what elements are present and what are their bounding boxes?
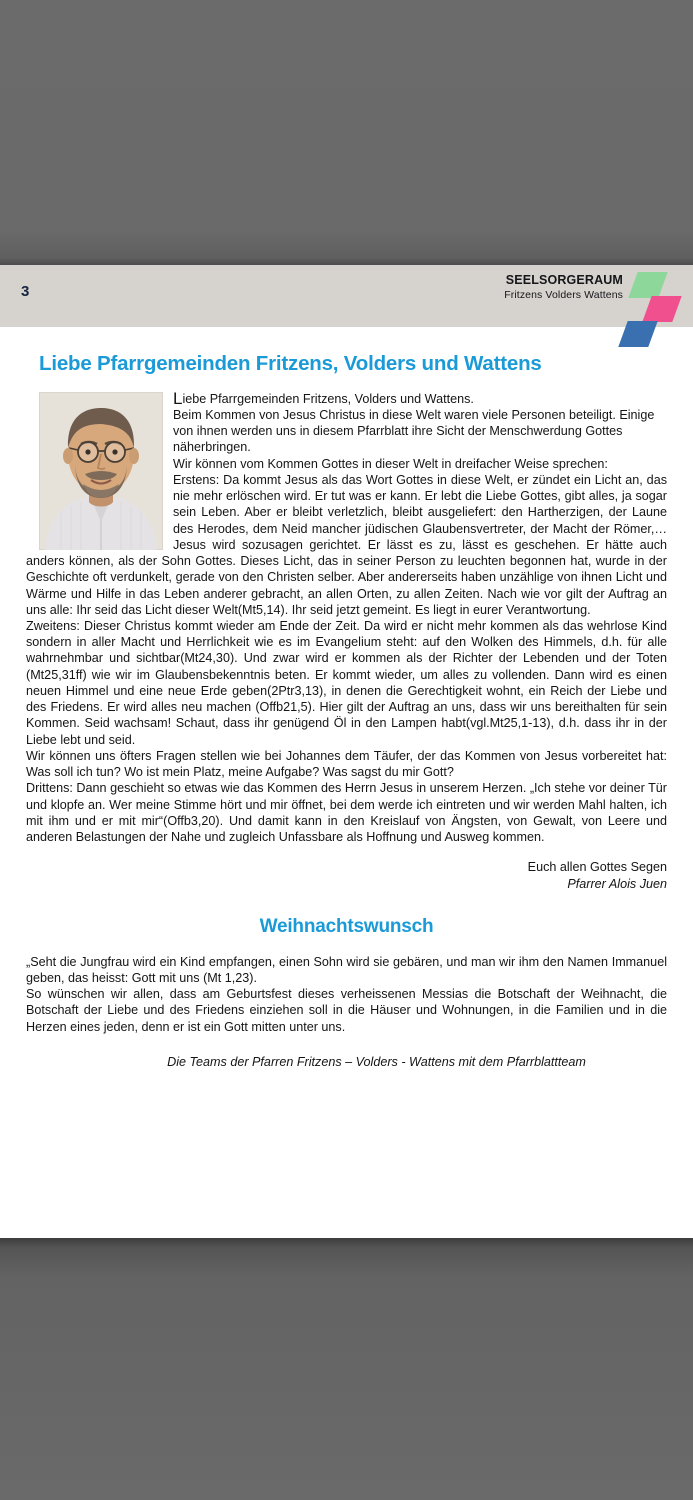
article-lead-line	[26, 390, 667, 407]
viewer-backdrop-lower	[0, 1238, 693, 1500]
article-paragraph: Wir können uns öfters Fragen stellen wie bei Johannes dem Täufer, der das Kommen von Jesus vorbereitet hat: Was soll ich tun? Wo ist mein Platz, meine Aufgabe? Was sagst du mir Gott?	[26, 748, 667, 780]
wish-signature: Die Teams der Pfarren Fritzens – Volders - Wattens mit dem Pfarrblattteam	[167, 1054, 586, 1069]
wish-paragraph: So wünschen wir allen, dass am Geburtsfest dieses verheissenen Messias die Botschaft der Weihnacht, die Botschaft der Liebe und des Friedens einziehen soll in die Häuser und Wohnungen, in die Familien und in die Herzen eines jeden, denn er ist ein Gott mitten unter uns.	[26, 987, 667, 1034]
signature-name: Pfarrer Alois Juen	[567, 876, 667, 891]
wish-body	[26, 954, 667, 1035]
intro-block	[26, 390, 667, 846]
page-header-band	[0, 265, 693, 327]
portrait-illustration-icon	[39, 392, 163, 550]
logo-parallelogram-blue-icon	[618, 321, 657, 347]
article-paragraph: Zweitens: Dieser Christus kommt wieder am Ende der Zeit. Da wird er nicht mehr kommen als das wehrlose Kind sondern in aller Macht und Herrlichkeit wie es im Evangelium steht: auf den Wolken des Himmels, d.h. für alle wahrnehmbar und sichtbar(Mt24,30). Und zwar wird er kommen als der Richter der Lebenden und der Toten (Mt25,31ff) wie wir im Glaubensbekenntnis beten. Er kommt wieder, um alles zu vollenden. Dann wird es einen neuen Himmel und eine neue Erde geben(2Ptr3,13), in denen die Gerechtigkeit wohnt, ein Reich der Liebe und des Friedens. Er wird alles neu machen (Offb21,5). Hier gilt der Auftrag an uns, dass wir uns bereithalten für sein Kommen. Seid wachsam! Schaut, dass ihr genügend Öl in den Lampen habt(vgl.Mt25,1-13), d.h. dass ihr in der Liebe lebt und seid.	[26, 619, 667, 747]
page-body	[0, 352, 693, 1069]
seelsorgeraum-logo	[506, 274, 681, 344]
document-page	[0, 265, 693, 1238]
drop-cap: L	[173, 389, 183, 408]
logo-parallelogram-pink-icon	[642, 296, 681, 322]
article-paragraph: Beim Kommen von Jesus Christus in diese Welt waren viele Personen beteiligt. Einige von ihnen werden uns in diesem Pfarrblatt ihre Sicht der Menschwerdung Gottes näherbringen.	[173, 407, 655, 455]
portrait-photo	[39, 392, 163, 550]
article-lead-rest: iebe Pfarrgemeinden Fritzens, Volders und Wattens.	[182, 391, 474, 406]
wish-paragraph: „Seht die Jungfrau wird ein Kind empfangen, einen Sohn wird sie gebären, und man wir ihm den Namen Immanuel geben, das heisst: Gott mit uns (Mt 1,23).	[26, 954, 667, 986]
article-paragraph: Wir können vom Kommen Gottes in dieser Welt in dreifacher Weise sprechen:	[173, 456, 608, 471]
logo-text	[504, 274, 623, 301]
logo-title: SEELSORGERAUM	[505, 273, 623, 287]
page-number: 3	[21, 283, 30, 300]
article-paragraph: Drittens: Dann geschieht so etwas wie das Kommen des Herrn Jesus in unserem Herzen. „Ich stehe vor deiner Tür und klopfe an. Wer meine Stimme hört und mir öffnet, bei dem werde ich eintreten und wir werden Mahl halten, ich mit ihm und er mit mir“(Offb3,20). Und damit kann in den Kreislauf von Ängsten, von Gewalt, von Leere und anderen Belastungen der Nahe und zugleich Unfassbare als Hoffnung und Ausweg kommen.	[26, 781, 667, 845]
logo-subtitle: Fritzens Volders Wattens	[504, 288, 623, 301]
article-paragraph: Erstens: Da kommt Jesus als das Wort Gottes in diese Welt, er zündet ein Licht an, das nie mehr erlöschen wird. Er tut was er kann. Er lebt die Liebe Gottes, gibt alles, ja sogar sein Leben. Aber er bleibt verletzlich, bleibt ausgeliefert: den Hartherzigen, der Laune des Herodes, dem Neid mancher jüdischen Glaubensvertreter, der Macht der Römer,… Jesus wird sozusagen gerichtet. Er lässt es zu, lässt es geschehen. Er hätte auch anders können, als der Sohn Gottes. Dieses Licht, das in seiner Person zu leuchten begonnen hat, wurde in der Geschichte oft verdunkelt, gerade von den Christen selber. Aber andererseits haben unzählige von ihnen Licht und Wärme und Hilfe in das Leben anderer gebracht, an allen Orten, zu allen Zeiten. Nach wie vor gilt der Auftrag an uns alle: Ihr seid das Licht dieser Welt(Mt5,14). Ihr seid jetzt gemeint. Es liegt in eurer Verantwortung.	[26, 472, 667, 617]
logo-parallelogram-green-icon	[628, 272, 667, 298]
article-signature	[26, 859, 667, 892]
wish-title: Weihnachtswunsch	[259, 916, 434, 938]
signature-blessing: Euch allen Gottes Segen	[527, 860, 667, 875]
article-title: Liebe Pfarrgemeinden Fritzens, Volders und Wattens	[39, 352, 542, 375]
